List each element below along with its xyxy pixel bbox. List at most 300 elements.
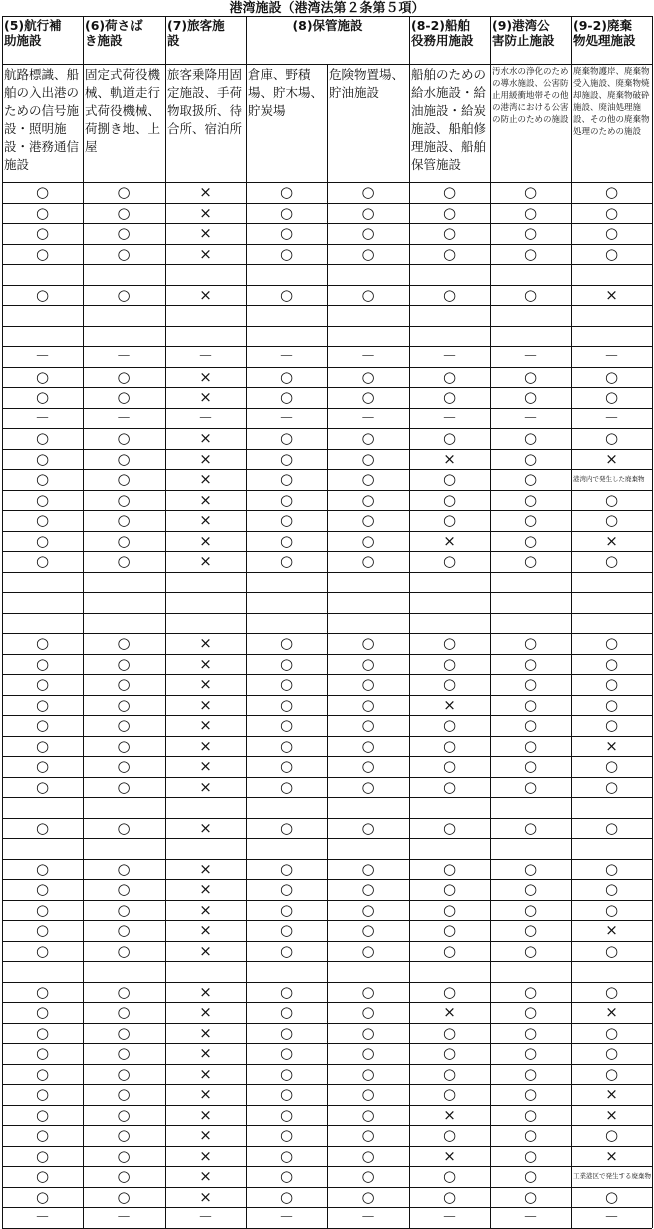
table-cell: ○ — [361, 634, 375, 652]
table-cell: ○ — [442, 901, 457, 919]
table-cell: ○ — [442, 716, 457, 734]
table-cell: ○ — [35, 880, 50, 898]
table-cell: ○ — [523, 1126, 538, 1144]
table-cell: ○ — [117, 675, 131, 693]
table-cell: ○ — [604, 716, 619, 734]
column-header-c6: (6)荷さば — [85, 19, 143, 33]
row-line — [2, 264, 652, 265]
table-cell: ○ — [35, 1044, 50, 1062]
table-cell: ○ — [279, 224, 294, 242]
table-cell: ○ — [117, 1126, 131, 1144]
row-line — [2, 326, 652, 327]
table-cell: ○ — [604, 429, 619, 447]
table-cell: ○ — [604, 655, 619, 673]
table-cell: ○ — [279, 1167, 294, 1185]
table-cell: ○ — [279, 183, 294, 201]
table-cell: ○ — [523, 655, 538, 673]
table-cell: ○ — [604, 511, 619, 529]
table-cell: ○ — [117, 1188, 131, 1206]
table-cell: ○ — [117, 388, 131, 406]
table-cell: × — [199, 778, 212, 796]
table-cell: ○ — [523, 1167, 538, 1185]
table-cell: ○ — [361, 778, 375, 796]
table-cell: ○ — [604, 1024, 619, 1042]
table-cell: ○ — [604, 1044, 619, 1062]
table-cell: ○ — [523, 286, 538, 304]
table-cell: ○ — [523, 1024, 538, 1042]
table-cell: ○ — [361, 1065, 375, 1083]
table-cell: ○ — [442, 286, 457, 304]
table-cell: ○ — [523, 983, 538, 1001]
table-cell: × — [199, 921, 212, 939]
table-cell: ○ — [117, 921, 131, 939]
table-cell: ○ — [279, 860, 294, 878]
column-header-c7: (7)旅客施 — [167, 19, 225, 33]
column-header-c9: (9)港湾公 — [492, 19, 550, 33]
table-cell: ○ — [279, 778, 294, 796]
table-cell: ○ — [442, 1188, 457, 1206]
table-cell: － — [116, 409, 132, 427]
table-cell: ○ — [35, 286, 50, 304]
table-cell: × — [199, 1024, 212, 1042]
table-cell: ○ — [604, 778, 619, 796]
table-cell: ○ — [117, 204, 131, 222]
table-cell: × — [199, 286, 212, 304]
table-cell: ○ — [523, 819, 538, 837]
table-cell: ○ — [361, 1106, 375, 1124]
table-cell: ○ — [279, 470, 294, 488]
table-cell: ○ — [604, 819, 619, 837]
table-cell: ○ — [117, 1003, 131, 1021]
table-cell: ○ — [523, 450, 538, 468]
table-cell: － — [278, 1208, 294, 1226]
table-cell: ○ — [361, 1167, 375, 1185]
table-cell: ○ — [523, 491, 538, 509]
table-cell: ○ — [523, 470, 538, 488]
table-cell: ○ — [523, 532, 538, 550]
row-line — [2, 961, 652, 962]
table-cell: ○ — [279, 655, 294, 673]
table-cell: ○ — [117, 655, 131, 673]
table-cell: ○ — [523, 1044, 538, 1062]
table-cell: ○ — [361, 224, 375, 242]
table-cell: ○ — [604, 901, 619, 919]
table-cell: ○ — [117, 634, 131, 652]
table-cell: ○ — [523, 388, 538, 406]
table-cell: × — [199, 634, 212, 652]
column-header-c82-line2: 役務用施設 — [411, 34, 474, 48]
table-cell: ○ — [35, 368, 50, 386]
table-cell: × — [605, 532, 618, 550]
table-cell: × — [199, 1044, 212, 1062]
table-cell: × — [199, 388, 212, 406]
table-cell: ○ — [117, 245, 131, 263]
table-cell: ○ — [523, 921, 538, 939]
table-cell: × — [605, 1003, 618, 1021]
table-cell: 工業港区で発生する廃棄物 — [573, 1172, 651, 1180]
table-cell: － — [441, 1208, 457, 1226]
table-cell: × — [199, 1065, 212, 1083]
column-header-c9-line2: 害防止施設 — [492, 34, 555, 48]
table-cell: ○ — [117, 491, 131, 509]
table-cell: ○ — [442, 655, 457, 673]
table-cell: ○ — [442, 942, 457, 960]
column-desc-c8a: 倉庫、野積場、貯木場、貯炭場 — [248, 67, 324, 118]
column-header-c6-line2: き施設 — [85, 34, 123, 48]
table-cell: ○ — [442, 778, 457, 796]
table-cell: － — [603, 409, 619, 427]
table-cell: × — [199, 204, 212, 222]
table-cell: × — [605, 737, 618, 755]
table-cell: ○ — [604, 204, 619, 222]
table-cell: ○ — [523, 737, 538, 755]
table-cell: ○ — [117, 757, 131, 775]
table-cell: × — [199, 737, 212, 755]
table-cell: ○ — [35, 511, 50, 529]
table-cell: ○ — [279, 450, 294, 468]
table-cell: － — [360, 409, 376, 427]
table-cell: ○ — [361, 819, 375, 837]
table-cell: ○ — [279, 552, 294, 570]
table-cell: ○ — [361, 983, 375, 1001]
table-cell: × — [199, 1106, 212, 1124]
table-cell: ○ — [442, 921, 457, 939]
table-cell: ○ — [523, 860, 538, 878]
column-header-c5-line2: 助施設 — [4, 34, 42, 48]
table-cell: ○ — [442, 429, 457, 447]
table-cell: ○ — [35, 388, 50, 406]
table-cell: ○ — [361, 491, 375, 509]
column-desc-c5: 航路標識、船舶の入出港のための信号施設・照明施設・港務通信施設 — [4, 67, 80, 172]
table-cell: ○ — [279, 921, 294, 939]
table-cell: ○ — [279, 511, 294, 529]
table-cell: 港湾内で発生した廃棄物 — [573, 475, 645, 483]
column-desc-c8b: 危険物置場、貯油施設 — [329, 67, 405, 100]
table-cell: ○ — [442, 1024, 457, 1042]
table-cell: ○ — [604, 860, 619, 878]
table-cell: ○ — [279, 1065, 294, 1083]
table-cell: × — [199, 470, 212, 488]
table-cell: ○ — [361, 552, 375, 570]
table-cell: ○ — [523, 204, 538, 222]
table-cell: × — [199, 675, 212, 693]
table-cell: ○ — [604, 552, 619, 570]
table-cell: ○ — [361, 450, 375, 468]
table-cell: ○ — [442, 1044, 457, 1062]
table-cell: ○ — [117, 696, 131, 714]
table-cell: － — [522, 1208, 538, 1226]
table-cell: × — [605, 286, 618, 304]
col-line-8 — [652, 16, 653, 1228]
table-cell: ○ — [361, 757, 375, 775]
table-cell: ○ — [117, 1024, 131, 1042]
table-cell: × — [199, 655, 212, 673]
table-cell: × — [199, 552, 212, 570]
table-cell: ○ — [35, 1167, 50, 1185]
table-cell: ○ — [361, 901, 375, 919]
table-cell: × — [199, 1085, 212, 1103]
table-cell: ○ — [117, 716, 131, 734]
table-cell: ○ — [279, 286, 294, 304]
row-line — [2, 613, 652, 614]
table-cell: － — [603, 347, 619, 365]
table-cell: ○ — [523, 716, 538, 734]
table-cell: ○ — [442, 819, 457, 837]
table-cell: ○ — [361, 880, 375, 898]
table-cell: × — [199, 860, 212, 878]
table-cell: ○ — [361, 532, 375, 550]
table-title: 港湾施設（港湾法第２条第５項） — [229, 1, 425, 16]
table-cell: ○ — [523, 183, 538, 201]
table-cell: ○ — [35, 634, 50, 652]
table-cell: － — [34, 1208, 50, 1226]
table-cell: － — [360, 1208, 376, 1226]
table-cell: － — [441, 347, 457, 365]
table-cell: ○ — [35, 245, 50, 263]
table-cell: ○ — [117, 183, 131, 201]
table-cell: ○ — [442, 983, 457, 1001]
table-cell: ○ — [279, 1024, 294, 1042]
table-cell: ○ — [35, 778, 50, 796]
table-cell: ○ — [442, 470, 457, 488]
table-cell: × — [199, 1167, 212, 1185]
table-cell: ○ — [117, 1065, 131, 1083]
table-cell: ○ — [523, 696, 538, 714]
table-cell: ○ — [117, 224, 131, 242]
table-cell: ○ — [604, 224, 619, 242]
table-cell: × — [199, 450, 212, 468]
table-cell: ○ — [361, 470, 375, 488]
table-cell: ○ — [523, 757, 538, 775]
table-cell: ○ — [35, 819, 50, 837]
table-cell: ○ — [442, 634, 457, 652]
table-cell: ○ — [604, 983, 619, 1001]
column-header-c82: (8-2)船舶 — [411, 19, 471, 33]
table-cell: ○ — [523, 675, 538, 693]
table-cell: ○ — [442, 757, 457, 775]
table-cell: ○ — [117, 532, 131, 550]
table-cell: ○ — [35, 860, 50, 878]
table-cell: ○ — [117, 860, 131, 878]
table-cell: ○ — [361, 1126, 375, 1144]
table-cell: ○ — [279, 1188, 294, 1206]
table-cell: ○ — [279, 429, 294, 447]
table-cell: － — [197, 1208, 213, 1226]
column-desc-c6: 固定式荷役機械、軌道走行式荷役機械、荷捌き地、上屋 — [85, 67, 161, 154]
column-header-c7-line2: 設 — [167, 34, 180, 48]
table-cell: ○ — [523, 942, 538, 960]
table-cell: ○ — [35, 470, 50, 488]
table-cell: ○ — [604, 757, 619, 775]
table-cell: ○ — [442, 1065, 457, 1083]
table-cell: ○ — [523, 552, 538, 570]
table-cell: ○ — [279, 1085, 294, 1103]
table-cell: ○ — [35, 1188, 50, 1206]
table-cell: ○ — [361, 696, 375, 714]
table-cell: ○ — [442, 1167, 457, 1185]
table-cell: ○ — [361, 368, 375, 386]
table-cell: ○ — [279, 634, 294, 652]
table-cell: ○ — [35, 757, 50, 775]
table-cell: × — [605, 1147, 618, 1165]
table-cell: ○ — [279, 716, 294, 734]
table-cell: － — [34, 409, 50, 427]
table-cell: × — [199, 1126, 212, 1144]
row-line — [2, 305, 652, 306]
table-cell: ○ — [442, 388, 457, 406]
table-cell: ○ — [35, 1003, 50, 1021]
table-cell: ○ — [35, 942, 50, 960]
table-cell: ○ — [279, 1044, 294, 1062]
table-cell: ○ — [523, 1085, 538, 1103]
table-cell: ○ — [35, 552, 50, 570]
table-cell: ○ — [117, 737, 131, 755]
table-cell: ○ — [523, 1003, 538, 1021]
table-cell: ○ — [523, 245, 538, 263]
table-cell: ○ — [604, 696, 619, 714]
table-cell: ○ — [361, 204, 375, 222]
table-cell: ○ — [35, 675, 50, 693]
table-cell: ○ — [361, 655, 375, 673]
table-cell: ○ — [117, 470, 131, 488]
column-desc-c9: 汚水水の浄化のための導水施設、公害防止用緩衝地帯その他の港湾における公害の防止のための施設 — [492, 67, 569, 125]
table-cell: ○ — [604, 880, 619, 898]
table-cell: ○ — [35, 655, 50, 673]
column-header-c92-line2: 物処理施設 — [573, 34, 636, 48]
table-cell: × — [199, 368, 212, 386]
table-cell: × — [199, 429, 212, 447]
table-cell: － — [116, 347, 132, 365]
table-cell: ○ — [35, 1126, 50, 1144]
table-cell: － — [34, 347, 50, 365]
table-cell: ○ — [361, 1147, 375, 1165]
table-cell: ○ — [361, 183, 375, 201]
table-cell: ○ — [35, 204, 50, 222]
table-cell: ○ — [361, 429, 375, 447]
table-cell: ○ — [117, 942, 131, 960]
table-cell: ○ — [117, 901, 131, 919]
table-cell: × — [199, 880, 212, 898]
table-cell: ○ — [523, 880, 538, 898]
table-cell: ○ — [604, 942, 619, 960]
table-cell: － — [441, 409, 457, 427]
table-cell: ○ — [279, 1147, 294, 1165]
table-cell: ○ — [117, 286, 131, 304]
table-cell: － — [278, 409, 294, 427]
table-cell: ○ — [279, 368, 294, 386]
column-desc-c92: 廃棄物護岸、廃棄物受入施設、廃棄物焼却施設、廃棄物破砕施設、廃油処理施設、その他の廃棄物処理のための施設 — [573, 67, 650, 137]
table-cell: ○ — [279, 388, 294, 406]
table-cell: × — [199, 224, 212, 242]
table-cell: ○ — [604, 634, 619, 652]
table-cell: ○ — [279, 1003, 294, 1021]
table-cell: ○ — [35, 716, 50, 734]
table-cell: ○ — [279, 901, 294, 919]
table-cell: ○ — [442, 491, 457, 509]
table-cell: ○ — [35, 532, 50, 550]
table-cell: ○ — [279, 737, 294, 755]
table-cell: ○ — [35, 1106, 50, 1124]
table-cell: ○ — [361, 511, 375, 529]
table-cell: × — [199, 716, 212, 734]
table-cell: ○ — [442, 880, 457, 898]
table-cell: ○ — [35, 1065, 50, 1083]
table-cell: ○ — [117, 1106, 131, 1124]
row-line — [2, 797, 652, 798]
table-cell: ○ — [523, 511, 538, 529]
column-header-c8-group: (8)保管施設 — [292, 19, 363, 33]
table-cell: ○ — [117, 819, 131, 837]
table-cell: ○ — [442, 860, 457, 878]
table-cell: ○ — [361, 1188, 375, 1206]
table-cell: ○ — [361, 388, 375, 406]
table-cell: ○ — [279, 942, 294, 960]
table-cell: － — [278, 347, 294, 365]
table-cell: ○ — [361, 245, 375, 263]
column-header-c92: (9-2)廃棄 — [573, 19, 633, 33]
table-cell: ○ — [361, 921, 375, 939]
table-cell: ○ — [523, 778, 538, 796]
table-cell: × — [199, 532, 212, 550]
table-cell: × — [443, 1106, 456, 1124]
table-cell: ○ — [442, 204, 457, 222]
table-cell: ○ — [361, 942, 375, 960]
table-cell: ○ — [279, 983, 294, 1001]
table-cell: ○ — [442, 224, 457, 242]
table-cell: ○ — [523, 224, 538, 242]
table-cell: ○ — [523, 368, 538, 386]
table-cell: × — [199, 757, 212, 775]
table-cell: ○ — [604, 491, 619, 509]
table-cell: ○ — [35, 1147, 50, 1165]
table-cell: ○ — [117, 1085, 131, 1103]
table-cell: ○ — [361, 1003, 375, 1021]
table-cell: ○ — [442, 368, 457, 386]
table-cell: ○ — [117, 1167, 131, 1185]
table-cell: × — [199, 511, 212, 529]
table-cell: ○ — [35, 983, 50, 1001]
table-cell: ○ — [604, 1126, 619, 1144]
table-cell: ○ — [523, 429, 538, 447]
table-cell: ○ — [35, 491, 50, 509]
table-cell: － — [116, 1208, 132, 1226]
table-cell: ○ — [523, 1106, 538, 1124]
table-cell: ○ — [361, 1085, 375, 1103]
header-top-line — [2, 16, 652, 17]
table-cell: ○ — [35, 737, 50, 755]
table-cell: ○ — [279, 204, 294, 222]
table-cell: × — [199, 901, 212, 919]
table-cell: ○ — [117, 880, 131, 898]
table-cell: × — [199, 983, 212, 1001]
table-cell: ○ — [442, 737, 457, 755]
table-cell: ○ — [279, 696, 294, 714]
table-cell: ○ — [279, 1106, 294, 1124]
table-cell: － — [522, 347, 538, 365]
table-cell: ○ — [117, 983, 131, 1001]
table-cell: ○ — [35, 224, 50, 242]
table-cell: ○ — [361, 286, 375, 304]
table-cell: ○ — [523, 1065, 538, 1083]
table-cell: × — [199, 491, 212, 509]
table-cell: ○ — [604, 388, 619, 406]
table-cell: ○ — [117, 429, 131, 447]
table-cell: ○ — [279, 491, 294, 509]
table-cell: × — [199, 696, 212, 714]
table-cell: ○ — [604, 245, 619, 263]
table-cell: ○ — [361, 860, 375, 878]
table-cell: ○ — [604, 1188, 619, 1206]
